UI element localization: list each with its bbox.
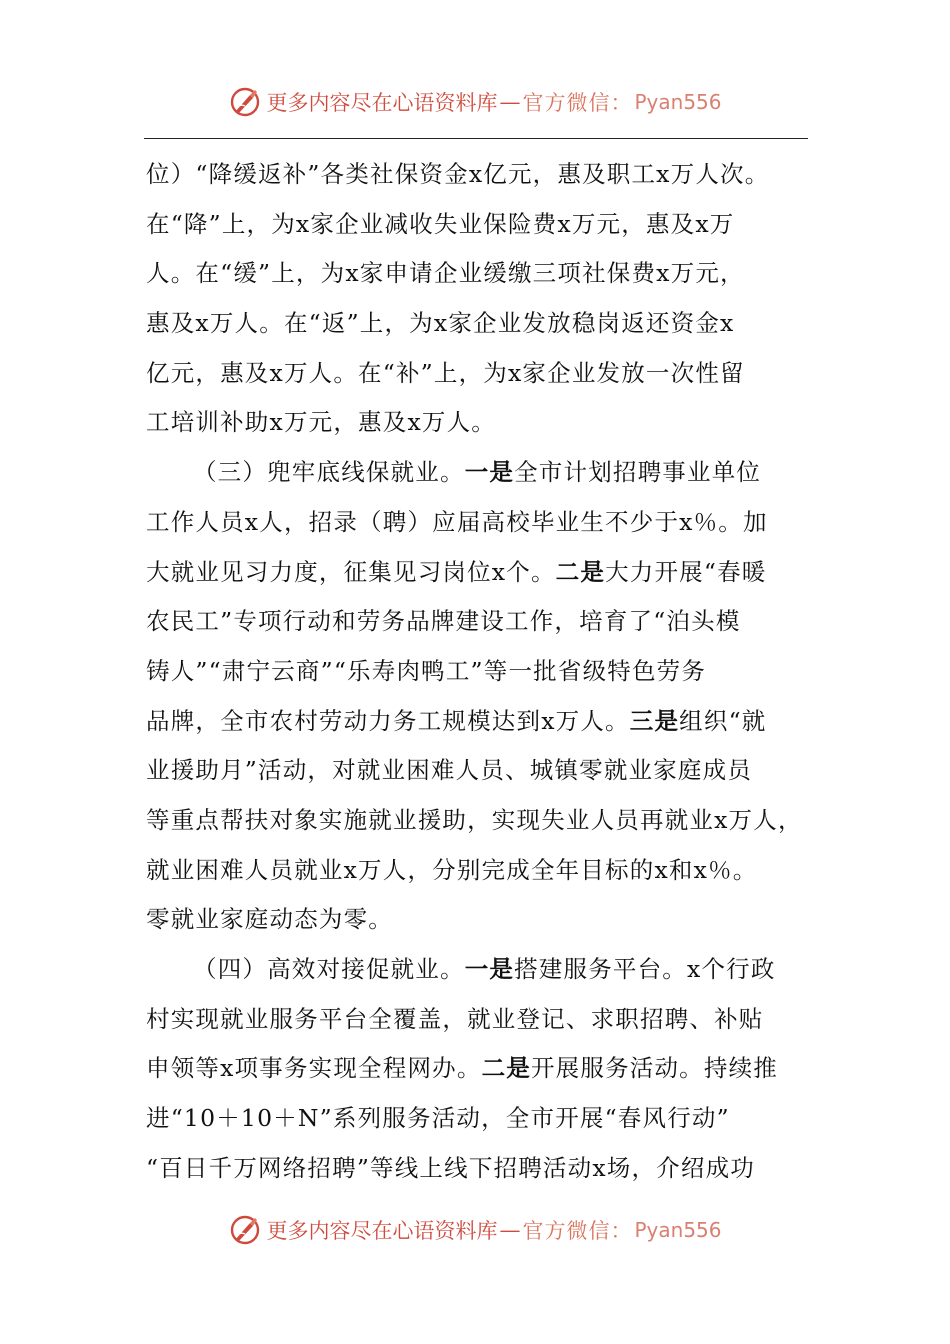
text-run: 人。在“缓”上，为x家申请企业缓缴三项社保费x万元，: [146, 259, 745, 288]
text-run: 亿元，惠及x万人。在“补”上，为x家企业发放一次性留: [146, 358, 745, 387]
text-run: 零就业家庭动态为零。: [146, 905, 393, 934]
text-run: 等重点帮扶对象实施就业援助，实现失业人员再就业x万人，: [146, 805, 803, 834]
bold-lead: 一是: [464, 458, 515, 487]
text-run: （三）兜牢底线保就业。: [193, 458, 465, 487]
text-run: 农民工”专项行动和劳务品牌建设工作，培育了“泊头模: [146, 607, 741, 636]
text-run: 进“10＋10＋N”系列服务活动，全市开展“春风行动”: [146, 1104, 730, 1133]
text-run: 铸人”“肃宁云商”“乐寿肉鸭工”等一批省级特色劳务: [146, 656, 707, 685]
document-body: [146, 150, 822, 1193]
wechat-label: 官方微信：: [522, 1219, 633, 1243]
text-line: [146, 150, 822, 200]
text-line: [146, 697, 822, 747]
text-line: [146, 200, 822, 250]
pen-logo-icon: [228, 85, 262, 119]
text-run: 全市计划招聘事业单位: [514, 458, 762, 487]
text-run: 开展服务活动。持续推: [530, 1054, 778, 1083]
text-run: 品牌，全市农村劳动力务工规模达到x万人。: [146, 706, 630, 735]
text-line: [146, 1094, 822, 1144]
text-line: [146, 1044, 822, 1094]
text-line: [146, 746, 822, 796]
text-run: 就业困难人员就业x万人，分别完成全年目标的x和x％。: [146, 855, 758, 884]
bold-lead: 二是: [555, 557, 606, 586]
text-run: 大就业见习力度，征集见习岗位x个。: [146, 557, 556, 586]
text-line: [146, 945, 822, 995]
header-rule: [144, 138, 808, 139]
text-run: 搭建服务平台。x个行政: [514, 955, 776, 983]
text-run: 惠及x万人。在“返”上，为x家企业发放稳岗返还资金x: [146, 309, 735, 338]
text-line: [146, 846, 822, 896]
dash: —: [499, 90, 521, 114]
text-line: [146, 1144, 822, 1194]
text-run: 位）“降缓返补”各类社保资金x亿元，惠及职工x万人次。: [146, 160, 770, 188]
site-name: 更多内容尽在心语资料库: [266, 1219, 498, 1243]
text-line: [146, 548, 822, 598]
text-line: [146, 398, 822, 448]
text-line: [146, 647, 822, 697]
text-line: [146, 349, 822, 399]
wechat-id: Pyan556: [634, 1218, 722, 1242]
text-run: 村实现就业服务平台全覆盖，就业登记、求职招聘、补贴: [146, 1004, 764, 1033]
wechat-label: 官方微信：: [522, 91, 633, 115]
text-line: [146, 895, 822, 945]
text-line: [146, 995, 822, 1045]
text-run: 业援助月”活动，对就业困难人员、城镇零就业家庭成员: [146, 756, 753, 785]
dash: —: [499, 1218, 521, 1242]
text-line: [146, 299, 822, 349]
bold-lead: 一是: [464, 955, 515, 983]
text-run: 工培训补助x万元，惠及x万人。: [146, 408, 497, 437]
wechat-id: Pyan556: [634, 90, 722, 114]
bold-lead: 二是: [481, 1054, 531, 1083]
text-run: 组织“就: [679, 706, 767, 735]
text-run: 工作人员x人，招录（聘）应届高校毕业生不少于x％。加: [146, 507, 768, 536]
bold-lead: 三是: [629, 706, 680, 735]
text-line: [146, 249, 822, 299]
text-run: 大力开展“春暖: [605, 557, 767, 586]
text-line: [146, 448, 822, 498]
text-line: [146, 796, 822, 846]
site-name: 更多内容尽在心语资料库: [266, 91, 498, 115]
header-watermark: [0, 82, 950, 122]
text-line: [146, 498, 822, 548]
text-line: [146, 597, 822, 647]
footer-watermark: [0, 1210, 950, 1250]
text-run: （四）高效对接促就业。: [193, 955, 465, 983]
pen-logo-icon: [228, 1213, 262, 1247]
text-run: “百日千万网络招聘”等线上线下招聘活动x场，介绍成功: [146, 1153, 755, 1182]
text-run: 在“降”上，为x家企业减收失业保险费x万元，惠及x万: [146, 209, 735, 238]
text-run: 申领等x项事务实现全程网办。: [146, 1054, 482, 1083]
